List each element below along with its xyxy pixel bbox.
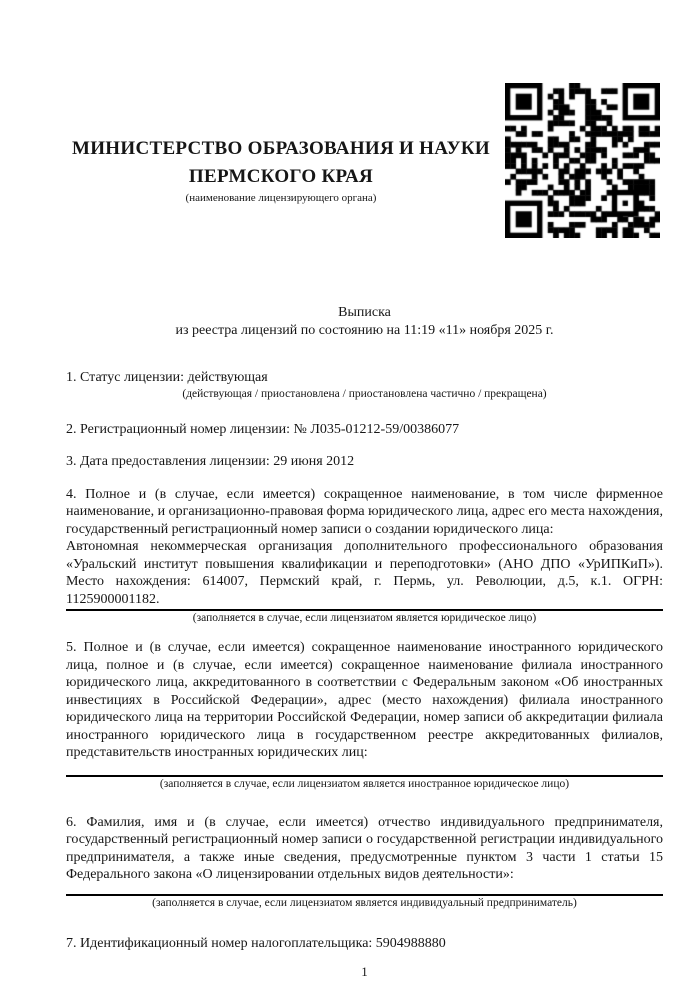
ministry-name-line2: ПЕРМСКОГО КРАЯ <box>188 166 374 187</box>
page-number: 1 <box>361 964 368 979</box>
item-legal-entity <box>66 486 663 539</box>
item-grant-date: 3. Дата предоставления лицензии: 29 июня 2012 <box>66 454 355 469</box>
ministry-name-line1: МИНИСТЕРСТВО ОБРАЗОВАНИЯ И НАУКИ <box>71 138 491 159</box>
item-legal-entity-value: Автономная некоммерческая организация дополнительного профессионального образования «Уральский институт повышения квалификации и переподготовки» (АНО ДПО «УрИПКиП»). Место нахождения: 614007, Пермский край, г. Пермь, ул. Революции, д.5, к.1. ОГРН: 1125900001182. <box>66 538 663 611</box>
item-taxpayer-number: 7. Идентификационный номер налогоплательщика: 5904988880 <box>66 935 446 951</box>
item-registration-number: 2. Регистрационный номер лицензии: № Л035-01212-59/00386077 <box>66 421 460 437</box>
item-legal-entity-hint: (заполняется в случае, если лицензиатом является юридическое лицо) <box>192 612 537 624</box>
document-content <box>66 0 663 981</box>
item-license-status: 1. Статус лицензии: действующая <box>66 370 268 385</box>
ministry-subtitle: (наименование лицензирующего органа) <box>185 192 377 204</box>
item-license-status-hint: (действующая / приостановлена / приостановлена частично / прекращена) <box>182 387 547 400</box>
ministry-header <box>66 135 496 205</box>
title-line1: Выписка <box>338 305 391 320</box>
item-entrepreneur-hint: (заполняется в случае, если лицензиатом является индивидуальный предприниматель) <box>152 896 577 909</box>
document-title <box>66 304 663 340</box>
item-foreign-entity: 5. Полное и (в случае, если имеется) сокращенное наименование иностранного юридического лица, полное и (в случае, если имеется) сокращенное наименование филиала иностранного юридического лица, аккредитованного в соответствии с Федеральным законом «Об иностранных инвестициях в Российской Федерации», адрес (место нахождения) филиала иностранного юридического лица на территории Российской Федерации, номер записи об аккредитации филиала иностранного юридического лица в государственном реестре аккредитованных филиалов, представительств иностранных юридических лиц: <box>66 640 663 760</box>
title-line2: из реестра лицензий по состоянию на 11:19 «11» ноября 2025 г. <box>175 323 554 338</box>
item-entrepreneur: 6. Фамилия, имя и (в случае, если имеется) отчество индивидуального предпринимателя, государственный регистрационный номер записи о государственной регистрации индивидуального предпринимателя, а также иные сведения, предусмотренные пунктом 3 части 1 статьи 15 Федерального закона «О лицензировании отдельных видов деятельности»: <box>66 814 663 882</box>
item-legal-entity-label: 4. Полное и (в случае, если имеется) сокращенное наименование, в том числе фирменное наименование, и организационно-правовая форма юридического лица, адрес его места нахождения, государственный регистрационный номер записи о создании юридического лица: <box>66 486 663 537</box>
item-foreign-entity-hint: (заполняется в случае, если лицензиатом является иностранное юридическое лицо) <box>159 777 570 790</box>
